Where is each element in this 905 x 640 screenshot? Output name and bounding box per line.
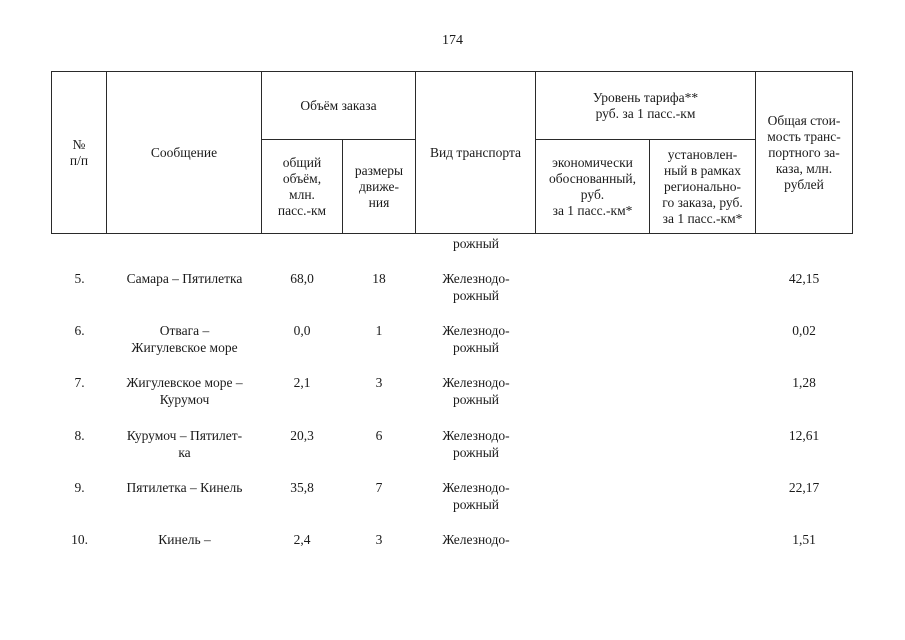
row-cost: 22,17 <box>788 480 820 495</box>
row-route: Курумоч – Пятилет- ка <box>126 428 243 460</box>
row-num: 5. <box>74 271 85 286</box>
row-cost: 12,61 <box>788 428 820 443</box>
row-route: Самара – Пятилетка <box>126 271 243 286</box>
header-total-volume: общий объём, млн. пасс.-км <box>277 154 327 218</box>
col-border-right <box>852 71 853 234</box>
row-traffic: 6 <box>375 428 383 443</box>
row-volume: 2,4 <box>293 532 311 547</box>
row-cost: 1,51 <box>792 532 816 547</box>
header-total-cost: Общая стои- мость транс- портного за- каза, млн. рублей <box>767 112 841 192</box>
row-volume: 35,8 <box>290 480 314 495</box>
row-num: 6. <box>74 323 85 338</box>
header-num: № п/п <box>69 136 89 168</box>
row-num: 9. <box>74 480 85 495</box>
header-transport-type: Вид транспорта <box>429 144 522 160</box>
row-transport: Железнодо- рожный <box>442 323 510 355</box>
row-num: 10. <box>71 532 88 547</box>
row-traffic: 3 <box>375 532 383 547</box>
header-bottom-border <box>51 233 853 234</box>
row-route: Пятилетка – Кинель <box>126 480 243 495</box>
row-route: Отвага – Жигулевское море <box>131 323 238 355</box>
carryover-text: рожный <box>452 236 499 251</box>
row-route: Жигулевское море – Курумоч <box>126 375 243 407</box>
header-tariff-regional: установлен- ный в рамках регионально- го заказа, руб. за 1 пасс.-км* <box>662 146 743 226</box>
header-order-volume: Объём заказа <box>300 97 377 113</box>
row-traffic: 1 <box>375 323 383 338</box>
row-volume: 20,3 <box>290 428 314 443</box>
row-volume: 0,0 <box>293 323 311 338</box>
row-cost: 1,28 <box>792 375 816 390</box>
row-cost: 42,15 <box>788 271 820 286</box>
row-num: 7. <box>74 375 85 390</box>
row-transport: Железнодо- рожный <box>442 480 510 512</box>
row-volume: 2,1 <box>293 375 311 390</box>
row-transport: Железнодо- <box>442 532 510 547</box>
row-traffic: 7 <box>375 480 383 495</box>
row-route: Кинель – <box>158 532 211 547</box>
row-volume: 68,0 <box>290 271 314 286</box>
row-traffic: 18 <box>372 271 386 286</box>
page-number: 174 <box>442 33 463 48</box>
row-transport: Железнодо- рожный <box>442 271 510 303</box>
row-cost: 0,02 <box>792 323 816 338</box>
header-tariff-economic: экономически обоснованный, руб. за 1 пасс.-км* <box>549 154 636 218</box>
row-traffic: 3 <box>375 375 383 390</box>
header-route: Сообщение <box>150 144 218 160</box>
header-tariff-level: Уровень тарифа** руб. за 1 пасс.-км <box>592 89 699 121</box>
header-traffic-size: размеры движе- ния <box>354 162 404 210</box>
row-transport: Железнодо- рожный <box>442 428 510 460</box>
row-num: 8. <box>74 428 85 443</box>
table-header <box>51 71 853 234</box>
row-transport: Железнодо- рожный <box>442 375 510 407</box>
